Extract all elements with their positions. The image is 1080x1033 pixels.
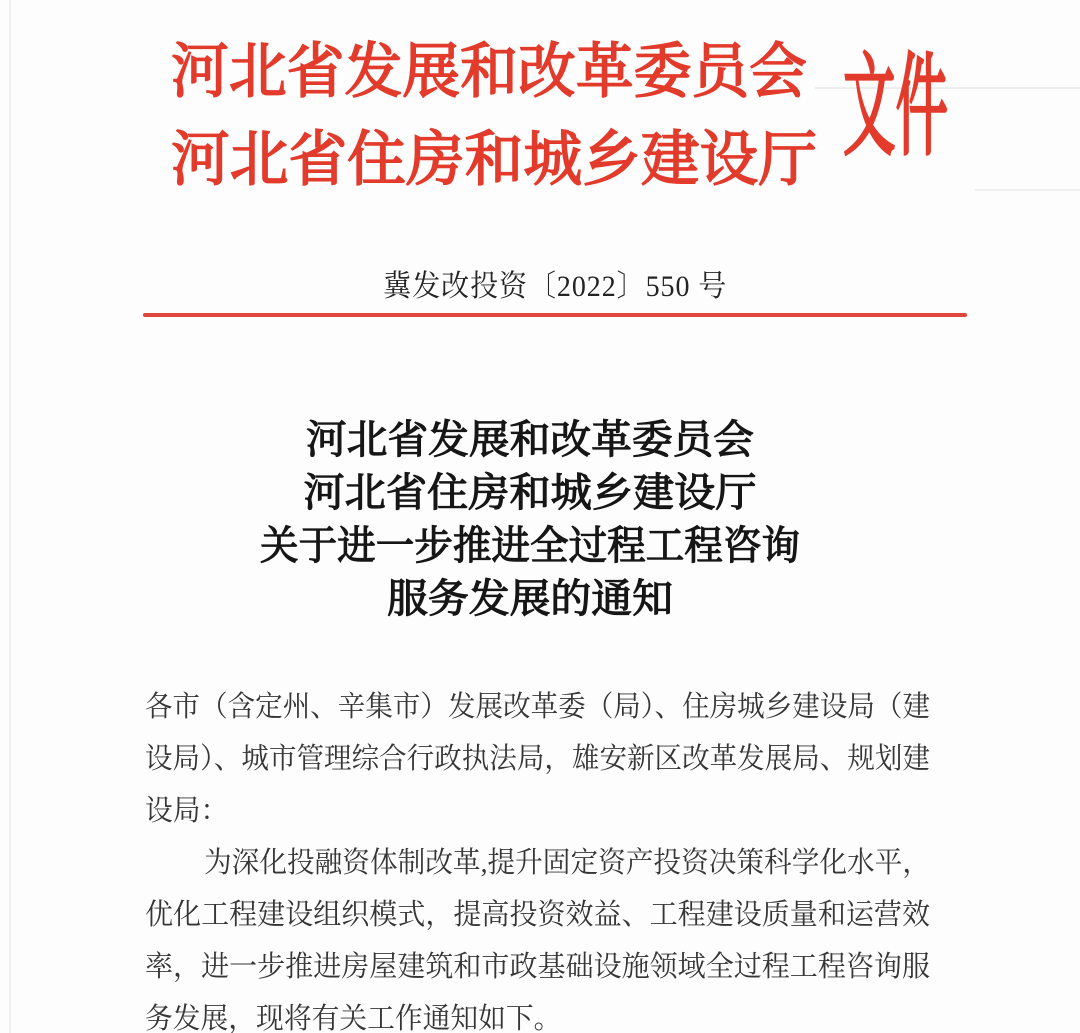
agency-name-text: 河北省住房和城乡建设厅	[171, 127, 817, 193]
title-line-text: 服务发展的通知	[387, 576, 673, 621]
red-separator-rule	[143, 313, 967, 317]
body-line	[145, 993, 935, 1033]
body-line-text: 各市（含定州、辛集市）发展改革委（局）、住房城乡建设局（建	[145, 691, 930, 723]
body-line-text: 务发展，现将有关工作通知如下。	[145, 1003, 562, 1033]
body-line	[145, 889, 935, 941]
body-line	[145, 733, 935, 785]
document-body	[145, 681, 935, 1033]
document-type-label	[843, 46, 1067, 170]
title-line-text: 河北省发展和改革委员会	[306, 417, 754, 462]
scan-smudge-artifact	[975, 189, 1080, 191]
body-line-text: 优化工程建设组织模式，提高投资效益、工程建设质量和运营效	[145, 899, 930, 931]
body-line-text: 设局：	[145, 795, 229, 827]
title-line	[0, 466, 1060, 519]
issuing-agency-name-1	[171, 28, 831, 116]
body-line	[145, 681, 935, 733]
title-line	[0, 519, 1060, 572]
document-type-text: 文件	[843, 46, 948, 170]
document-number	[143, 262, 967, 312]
title-line	[0, 572, 1060, 625]
title-line-text: 关于进一步推进全过程工程咨询	[260, 523, 800, 568]
document-number-text: 冀发改投资〔2022〕550 号	[383, 270, 727, 303]
body-line-text: 率，进一步推进房屋建筑和市政基础设施领域全过程工程咨询服	[145, 951, 930, 983]
document-title	[0, 413, 1060, 625]
agency-name-text: 河北省发展和改革委员会	[171, 39, 807, 105]
body-line	[145, 837, 935, 889]
issuing-agency-name-2	[171, 116, 831, 204]
title-line	[0, 413, 1060, 466]
body-line-text: 为深化投融资体制改革,提升固定资产投资决策科学化水平，	[204, 847, 930, 879]
body-line	[145, 785, 935, 837]
body-line-text: 设局）、城市管理综合行政执法局，雄安新区改革发展局、规划建	[145, 743, 930, 775]
title-line-text: 河北省住房和城乡建设厅	[303, 470, 757, 515]
body-line	[145, 941, 935, 993]
